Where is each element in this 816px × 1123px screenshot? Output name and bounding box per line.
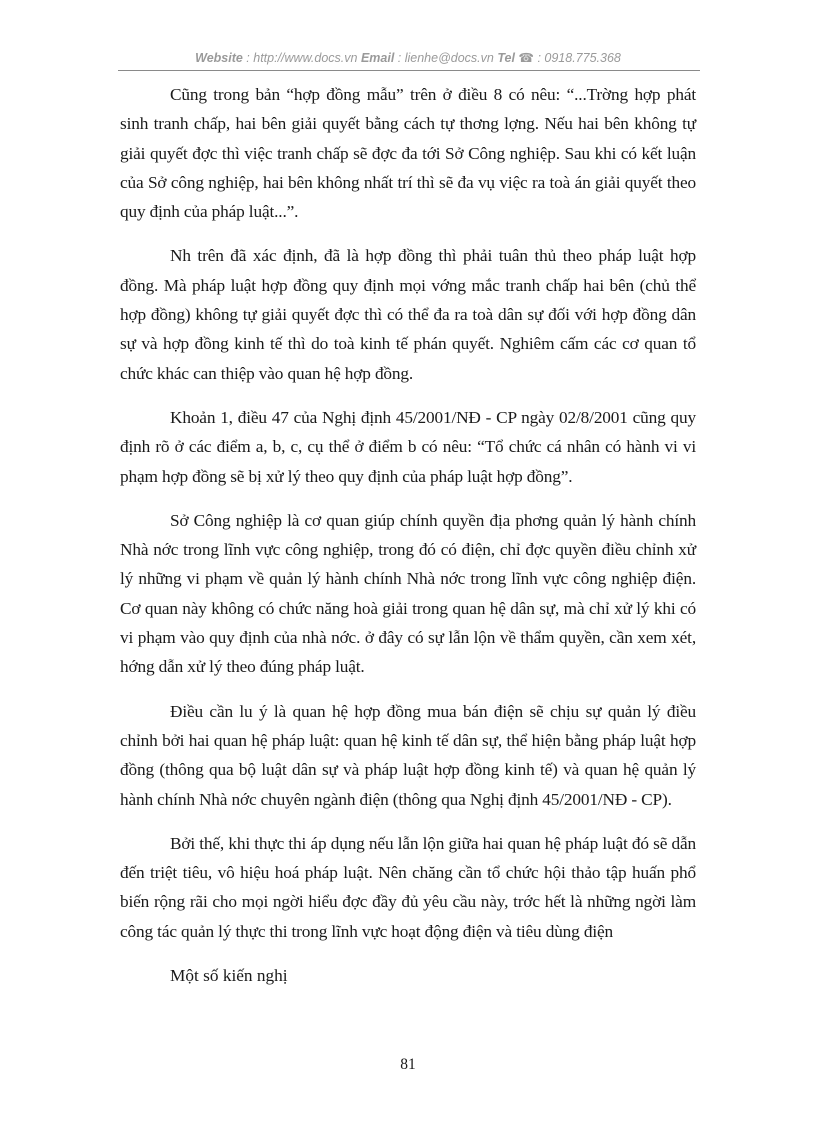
email-address: : lienhe@docs.vn [394,51,498,65]
paragraph-1: Cũng trong bản “hợp đồng mẫu” trên ở điều 8 có nêu: “...Trờng hợp phát sinh tranh chấp, hai bên giải quyết bằng cách tự thơng lợng. Nếu hai bên không tự giải quyết đợc thì việc tranh chấp sẽ đợc đa tới Sở Công nghiệp. Sau khi có kết luận của Sở công nghiệp, hai bên không nhất trí thì sẽ đa vụ việc ra toà án giải quyết theo quy định của pháp luật...”. [120,85,696,222]
paragraph-4: Sở Công nghiệp là cơ quan giúp chính quyền địa phơng quản lý hành chính Nhà nớc trong lĩnh vực công nghiệp, trong đó có điện, chỉ đợc quyền điều chỉnh xử lý những vi phạm về quản lý hành chính Nhà nớc trong lĩnh vực công nghiệp điện. Cơ quan này không có chức năng hoà giải trong quan hệ dân sự, mà chỉ xử lý khi có vi phạm vào quy định của nhà nớc. ở đây có sự lẫn lộn về thẩm quyền, cần xem xét, hớng dẫn xử lý theo đúng pháp luật. [120,510,696,677]
email-label: Email [360,51,395,65]
paragraph-2: Nh trên đã xác định, đã là hợp đồng thì phải tuân thủ theo pháp luật hợp đồng. Mà pháp luật hợp đồng quy định mọi vớng mắc tranh chấp hai bên (chủ thể hợp đồng) không tự giải quyết đợc thì có thể đa ra toà dân sự đối với hợp đồng dân sự và hợp đồng kinh tế thì do toà kinh tế phán quyết. Nghiêm cấm các cơ quan tổ chức khác can thiệp vào quan hệ hợp đồng. [120,246,696,383]
paragraph-5: Điều cần lu ý là quan hệ hợp đồng mua bán điện sẽ chịu sự quản lý điều chỉnh bởi hai quan hệ pháp luật: quan hệ kinh tế dân sự, thể hiện bằng pháp luật hợp đồng (thông qua bộ luật dân sự và pháp luật hợp đồng kinh tế) và quan hệ quản lý hành chính Nhà nớc chuyên ngành điện (thông qua Nghị định 45/2001/NĐ - CP). [120,701,696,809]
website-label: Website [195,51,243,65]
paragraph-3: Khoản 1, điều 47 của Nghị định 45/2001/NĐ - CP ngày 02/8/2001 cũng quy định rõ ở các điểm a, b, c, cụ thể ở điểm b có nêu: “Tổ chức cá nhân có hành vi vi phạm hợp đồng sẽ bị xử lý theo quy định của pháp luật hợp đồng”. [120,407,696,486]
header-divider [118,70,700,71]
document-body [120,80,696,990]
tel-number: ☎ : 0918.775.368 [514,51,621,65]
section-heading: Một số kiến nghị [170,966,288,986]
website-url: : http://www.docs.vn [242,51,361,65]
tel-label: Tel [497,51,515,65]
paragraph-6: Bởi thế, khi thực thi áp dụng nếu lẫn lộn giữa hai quan hệ pháp luật đó sẽ dẫn đến triệt tiêu, vô hiệu hoá pháp luật. Nên chăng cần tổ chức hội thảo tập huấn phổ biến rộng rãi cho mọi ngời hiểu đợc đầy đủ yêu cầu này, trớc hết là những ngời làm công tác quản lý thực thi trong lĩnh vực hoạt động điện và tiêu dùng điện [120,833,696,941]
page-number: 81 [400,1056,416,1073]
page-header [118,50,698,65]
